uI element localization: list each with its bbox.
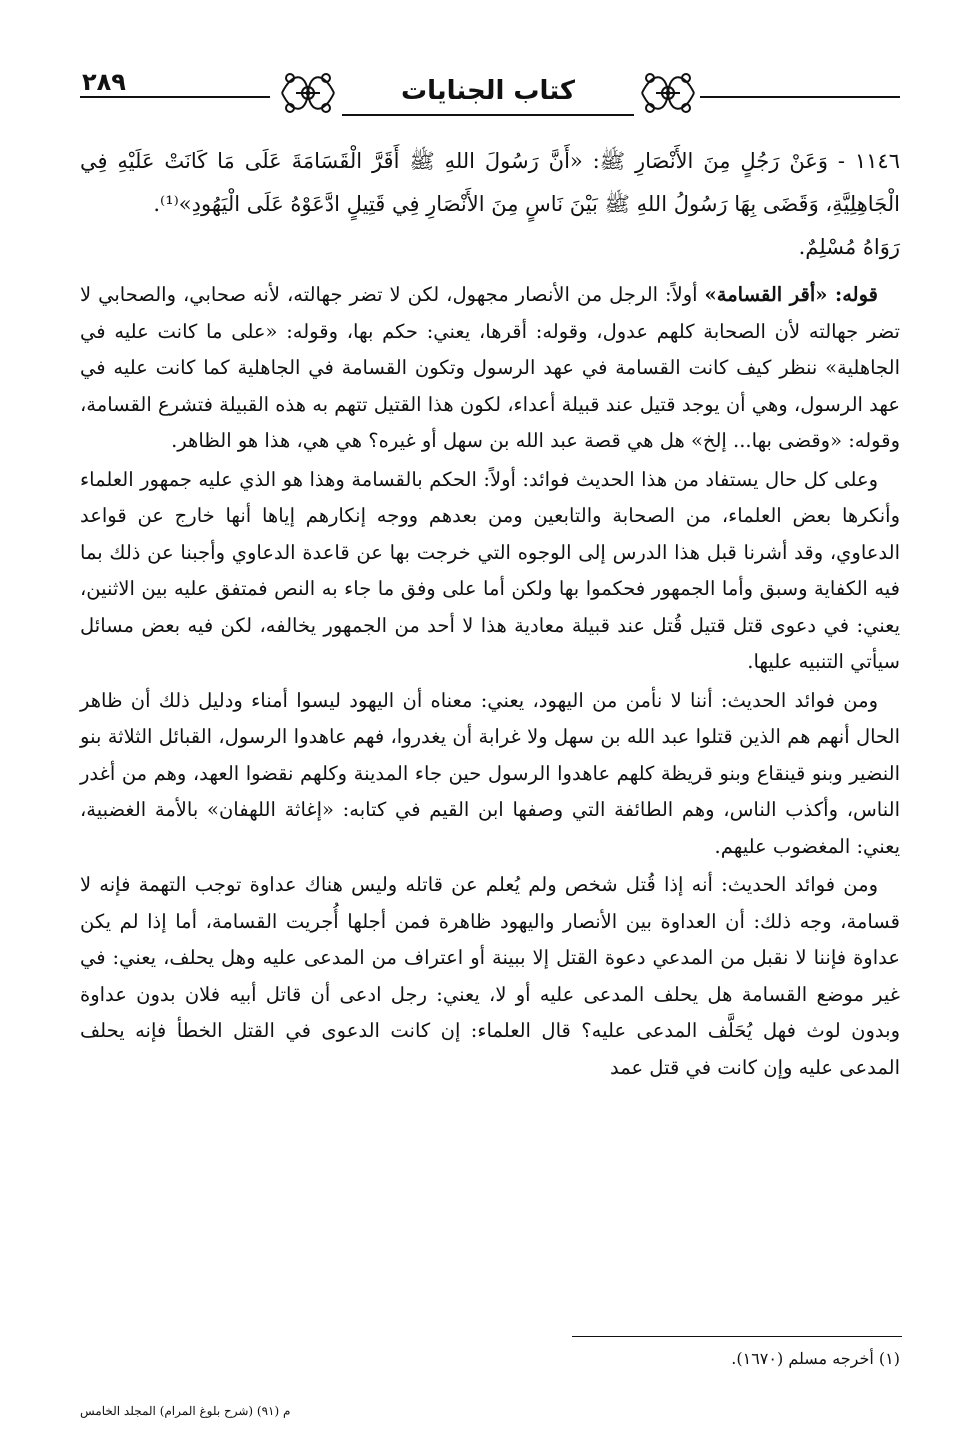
footnote: (١) أخرجه مسلم (١٦٧٠). (731, 1349, 900, 1368)
hadith-body: ١١٤٦ - وَعَنْ رَجُلٍ مِنَ الأَنْصَارِ ﷺ: «أَنَّ رَسُولَ اللهِ ﷺ أَقَرَّ الْقَسَامَةَ عَلَى مَا كَانَتْ عَلَيْهِ فِي الْجَاهِلِيَّةِ، وَقَضَى بِهَا رَسُولُ اللهِ ﷺ بَيْنَ نَاسٍ مِنَ الأَنْصَارِ فِي قَتِيلٍ ادَّعَوْهُ عَلَى الْيَهُودِ»⁽¹⁾. (80, 149, 900, 216)
paragraph-1 (80, 277, 900, 460)
hadith-source: رَوَاهُ مُسْلِمٌ. (798, 235, 900, 259)
page-footer: م (٩١) (شرح بلوغ المرام) المجلد الخامس (80, 1404, 291, 1418)
paragraph-4 (80, 867, 900, 1086)
hadith-text (80, 140, 900, 269)
page-header (80, 62, 900, 128)
paragraph-4-text: ومن فوائد الحديث: أنه إذا قُتل شخص ولم يُعلم عن قاتله وليس هناك عداوة توجب التهمة فإنه لا قسامة، وجه ذلك: أن العداوة بين الأنصار واليهود ظاهرة فمن أجلها أُجريت القسامة، أما إذا لم يكن عداوة فإننا لا نقبل من المدعي دعوة القتل إلا ببينة أو اعتراف من المدعى عليه وهل يحلف، يعني: في غير موضع القسامة هل يحلف المدعى عليه أو لا، يعني: رجل ادعى أن قاتل أبيه فلان بدون عداوة وبدون لوث فهل يُحَلَّف المدعى عليه؟ قال العلماء: إن كانت الدعوى في القتل الخطأ فإنه يحلف المدعى عليه وإن كانت في قتل عمد (80, 873, 900, 1079)
paragraph-3 (80, 683, 900, 866)
title-underline (342, 114, 634, 116)
floral-ornament-icon (636, 64, 700, 122)
page-number: ٢٨٩ (82, 68, 126, 96)
paragraph-1-lead: قوله: «أقر القسامة» (704, 283, 878, 306)
paragraph-2-text: وعلى كل حال يستفاد من هذا الحديث فوائد: أولاً: الحكم بالقسامة وهذا هو الذي عليه جمهور العلماء وأنكرها بعض العلماء، من الصحابة والتابعين ومن بعدهم ووجه إنكارهم إياها أنها خارج عن قواعد الدعاوي، وقد أشرنا قبل هذا الدرس إلى الوجوه التي خرجت بها عن قاعدة الدعاوي وأجبنا عن ذلك بما فيه الكفاية وسبق وأما الجمهور فحكموا بها ولكن أما على وفق ما جاء به النص فمتفق عليه بين الاثنين، يعني: في دعوى قتل قتيل قُتل عند قبيلة معادية هذا لا أحد من الجمهور يخالفه، لكن فيه بعض مسائل سيأتي التنبيه عليها. (80, 467, 900, 673)
main-content (80, 140, 900, 1088)
header-rule-right (700, 96, 900, 98)
floral-ornament-icon (276, 64, 340, 122)
paragraph-3-text: ومن فوائد الحديث: أننا لا نأمن من اليهود، يعني: معناه أن اليهود ليسوا أمناء ودليل ذلك أن ظاهر الحال أنهم هم الذين قتلوا عبد الله بن سهل ولا غرابة أن يغدروا، فهم عاهدوا الرسول، القبائل الثلاثة بنو النضير وبنو قينقاع وبنو قريظة كلهم عاهدوا الرسول حين جاء المدينة وكلهم نقضوا العهد، وهم من أغدر الناس، وأكذب الناس، وهم الطائفة التي وصفها ابن القيم في كتابه: «إغاثة اللهفان» بالأمة الغضبية، يعني: المغضوب عليهم. (80, 688, 900, 858)
chapter-title: كتاب الجنايات (400, 76, 576, 106)
header-rule-left (80, 96, 270, 98)
paragraph-1-text: أولاً: الرجل من الأنصار مجهول، لكن لا تضر جهالته، لأنه صحابي، والصحابي لا تضر جهالته لأن الصحابة كلهم عدول، وقوله: أقرها، يعني: حكم بها، وقوله: «على ما كانت عليه في الجاهلية» ننظر كيف كانت القسامة في عهد الرسول وتكون القسامة في الجاهلية كما كانت عليه في عهد الرسول، وهي أن يوجد قتيل عند قبيلة أعداء، لكون هذا القتيل تتهم به هذه القبيلة فتشرع القسامة، وقوله: «وقضى بها... إلخ» هل هي قصة عبد الله بن سهل أو غيره؟ هي هي، هذا هو الظاهر. (80, 283, 900, 452)
paragraph-2 (80, 462, 900, 681)
footnote-divider (572, 1336, 902, 1337)
